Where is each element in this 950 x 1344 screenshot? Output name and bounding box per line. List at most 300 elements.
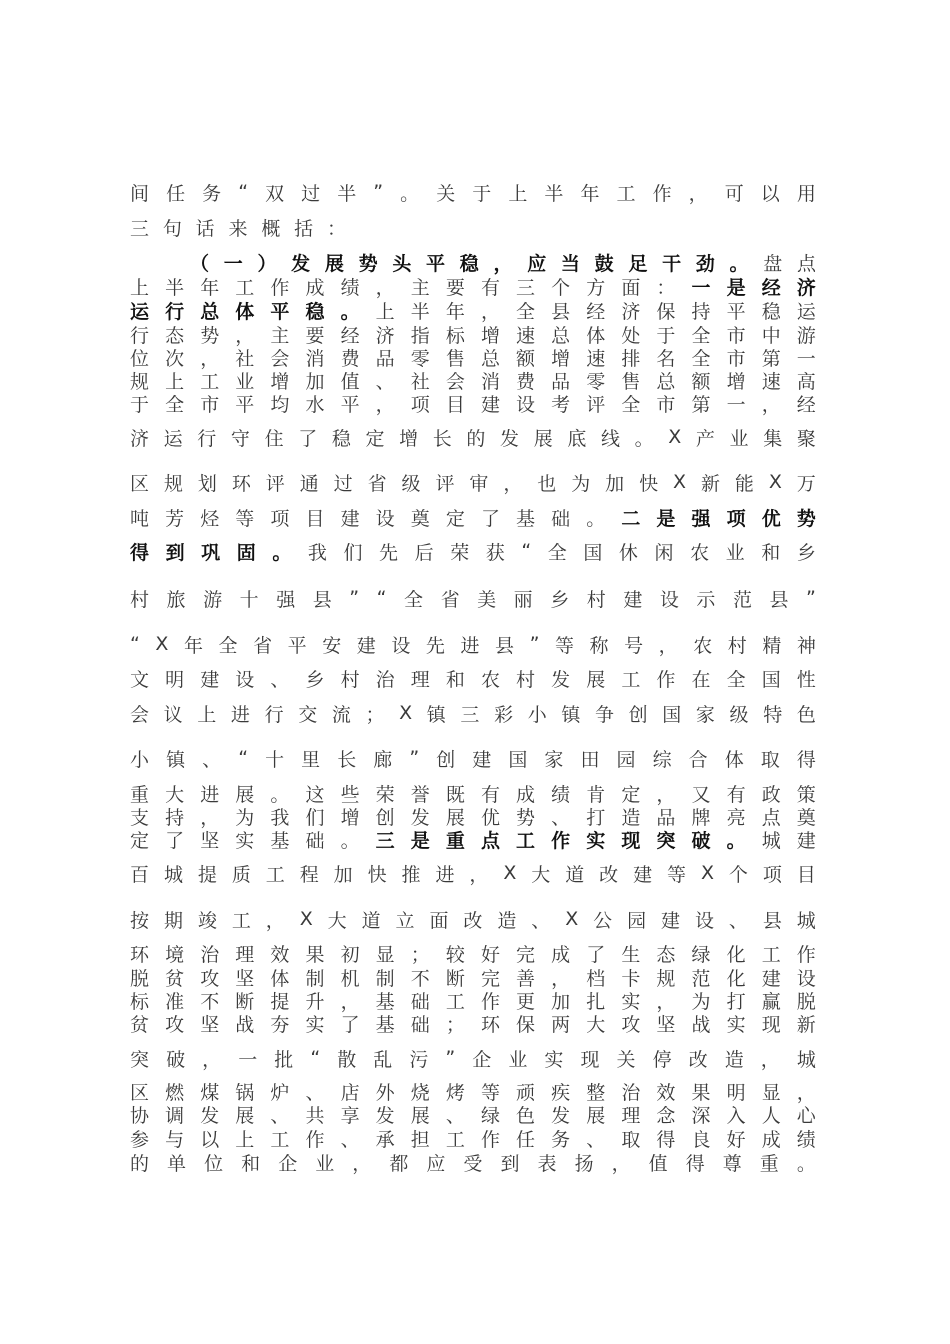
text-line — [130, 422, 816, 452]
text-char: 绩 — [340, 276, 360, 299]
text-char: 展 — [410, 1104, 430, 1127]
text-char: 全 — [516, 300, 536, 323]
text-char: 上 — [197, 703, 217, 726]
text-char: 奠 — [410, 507, 430, 530]
text-char: 取 — [621, 1128, 641, 1151]
text-char: 面 — [621, 276, 641, 299]
text-char: 立 — [395, 909, 415, 932]
text-char: 坚 — [656, 1013, 676, 1036]
text-char: 进 — [200, 783, 220, 806]
text-char: 取 — [760, 748, 780, 771]
text-char: 值 — [340, 370, 360, 393]
text-char: ， — [202, 1048, 222, 1071]
text-char: 实 — [726, 1013, 746, 1036]
bold-char: 作 — [551, 829, 571, 852]
text-line — [130, 858, 816, 888]
text-char: 能 — [734, 472, 754, 495]
bold-char: 突 — [656, 829, 676, 852]
text-char: 期 — [163, 909, 183, 932]
text-char: 百 — [130, 863, 150, 886]
text-char: 目 — [445, 393, 465, 416]
text-char: ， — [200, 806, 220, 829]
text-char: 经 — [586, 300, 606, 323]
text-char: X — [668, 426, 682, 448]
text-char: 位 — [204, 1152, 224, 1175]
text-char: ， — [375, 393, 395, 416]
text-char: 全 — [404, 588, 424, 611]
text-char: 考 — [551, 393, 571, 416]
text-char: 果 — [305, 943, 325, 966]
text-char: 家 — [695, 703, 715, 726]
bold-char: 是 — [656, 507, 676, 530]
text-char: 镇 — [426, 703, 446, 726]
text-char: 乡 — [550, 588, 570, 611]
bold-char: 。 — [340, 300, 360, 323]
text-char: 改 — [463, 909, 483, 932]
text-char: 烃 — [200, 507, 220, 530]
text-char: 制 — [305, 967, 325, 990]
text-char: 现 — [580, 1048, 600, 1071]
text-char: 丽 — [513, 588, 533, 611]
text-char: 了 — [586, 943, 606, 966]
text-char: 小 — [527, 703, 547, 726]
bold-char: 固 — [236, 541, 256, 564]
bold-char: 工 — [516, 829, 536, 852]
text-char: 加 — [605, 472, 625, 495]
text-char: 次 — [165, 347, 185, 370]
text-char: 造 — [724, 1048, 744, 1071]
text-char: 赢 — [761, 990, 781, 1013]
text-char: 荣 — [450, 541, 470, 564]
text-char: “ — [238, 181, 249, 203]
text-char: 省 — [440, 588, 460, 611]
text-char: 扎 — [586, 990, 606, 1013]
text-char: 完 — [480, 967, 500, 990]
text-char: 断 — [235, 990, 255, 1013]
text-char: 成 — [305, 276, 325, 299]
text-char: 县 — [495, 634, 515, 657]
text-char: 店 — [340, 1081, 360, 1104]
text-char: 顽 — [516, 1081, 536, 1104]
text-char: 和 — [241, 1152, 261, 1175]
text-char: 镇 — [166, 748, 186, 771]
text-char: 位 — [130, 347, 150, 370]
text-char: 尊 — [722, 1152, 742, 1175]
text-char: 过 — [301, 182, 321, 205]
text-char: “ — [521, 540, 532, 562]
text-char: 主 — [410, 276, 430, 299]
text-char: 会 — [270, 347, 290, 370]
text-char: 总 — [480, 347, 500, 370]
text-char: 于 — [130, 393, 150, 416]
text-char: 大 — [327, 909, 347, 932]
text-char: 全 — [165, 393, 185, 416]
text-char: 农 — [480, 668, 500, 691]
text-char: X — [673, 471, 687, 493]
text-char: 济 — [130, 427, 150, 450]
text-char: 通 — [299, 472, 319, 495]
text-char: 市 — [726, 324, 746, 347]
text-char: 的 — [466, 427, 486, 450]
text-char: 建 — [633, 863, 653, 886]
text-char: 新 — [700, 472, 720, 495]
text-char: 品 — [551, 370, 571, 393]
text-char: 。 — [796, 1152, 816, 1175]
text-char: 精 — [762, 634, 782, 657]
text-char: 持 — [691, 300, 711, 323]
bold-char: 一 — [223, 252, 243, 275]
text-char: 经 — [340, 324, 360, 347]
text-char: ； — [410, 943, 430, 966]
bold-char: 足 — [628, 252, 648, 275]
text-char: 、 — [270, 668, 290, 691]
text-char: 家 — [544, 748, 564, 771]
text-char: ， — [265, 909, 285, 932]
text-char: 审 — [469, 472, 489, 495]
text-char: 级 — [729, 703, 749, 726]
bold-char: 当 — [560, 252, 580, 275]
text-char: 担 — [410, 1128, 430, 1151]
text-char: 要 — [305, 324, 325, 347]
text-char: 年 — [445, 300, 465, 323]
text-char: 国 — [761, 668, 781, 691]
text-char: 工 — [445, 990, 465, 1013]
text-char: 造 — [621, 806, 641, 829]
text-char: 上 — [235, 1128, 255, 1151]
text-char: 值 — [648, 1152, 668, 1175]
text-char: 增 — [551, 347, 571, 370]
bold-char: ， — [493, 252, 513, 275]
text-char: 建 — [623, 588, 643, 611]
text-char: 速 — [586, 347, 606, 370]
text-char: 等 — [667, 863, 687, 886]
text-char: ， — [551, 967, 571, 990]
text-char: 城 — [761, 829, 781, 852]
text-char: 绿 — [480, 1104, 500, 1127]
text-char: 重 — [759, 1152, 779, 1175]
text-char: 色 — [516, 1104, 536, 1127]
text-char: 区 — [130, 1081, 150, 1104]
text-char: ， — [235, 324, 255, 347]
text-char: 企 — [472, 1048, 492, 1071]
text-char: 进 — [230, 703, 250, 726]
text-char: 煤 — [200, 1081, 220, 1104]
text-char: 双 — [265, 182, 285, 205]
text-char: 会 — [130, 703, 150, 726]
text-char: 既 — [445, 783, 465, 806]
text-char: 奠 — [796, 806, 816, 829]
bold-char: 二 — [621, 507, 641, 530]
text-char: 、 — [445, 1104, 465, 1127]
text-char: 理 — [410, 668, 430, 691]
bold-char: 得 — [130, 541, 150, 564]
text-char: 进 — [460, 634, 480, 657]
text-char: 名 — [656, 347, 676, 370]
text-char: 业 — [315, 1152, 335, 1175]
text-line — [130, 583, 816, 613]
text-char: 我 — [307, 541, 327, 564]
text-char: 盘 — [763, 252, 783, 275]
text-char: 程 — [299, 863, 319, 886]
text-char: 实 — [621, 990, 641, 1013]
text-char: 闲 — [654, 541, 674, 564]
text-char: ， — [480, 300, 500, 323]
bold-char: 。 — [272, 541, 292, 564]
text-char: 上 — [508, 182, 528, 205]
text-char: 均 — [270, 393, 290, 416]
text-char: 誉 — [410, 783, 430, 806]
text-char: 会 — [445, 370, 465, 393]
text-char: 展 — [445, 806, 465, 829]
text-char: 年 — [580, 182, 600, 205]
text-char: 流 — [331, 703, 351, 726]
text-char: 售 — [621, 370, 641, 393]
text-char: 绩 — [796, 1128, 816, 1151]
bold-char: 经 — [761, 276, 781, 299]
text-char: 这 — [305, 783, 325, 806]
text-char: X — [700, 862, 714, 884]
text-char: 机 — [340, 967, 360, 990]
text-char: 设 — [659, 588, 679, 611]
text-char: 有 — [480, 276, 500, 299]
text-line — [130, 212, 346, 242]
text-char: 些 — [340, 783, 360, 806]
text-line — [130, 629, 816, 659]
text-char: 按 — [130, 909, 150, 932]
bold-char: 应 — [527, 252, 547, 275]
text-char: 要 — [445, 276, 465, 299]
text-char: 创 — [375, 806, 395, 829]
bold-char: 破 — [691, 829, 711, 852]
text-char: 发 — [500, 427, 520, 450]
text-char: 县 — [551, 300, 571, 323]
text-char: 全 — [691, 324, 711, 347]
text-char: 点 — [761, 806, 781, 829]
text-char: 等 — [480, 1081, 500, 1104]
text-char: 体 — [586, 324, 606, 347]
text-char: 优 — [480, 806, 500, 829]
text-char: 济 — [375, 324, 395, 347]
text-char: 升 — [305, 990, 325, 1013]
text-char: 单 — [167, 1152, 187, 1175]
text-char: 整 — [586, 1081, 606, 1104]
text-char: 先 — [379, 541, 399, 564]
text-char: 创 — [628, 703, 648, 726]
text-char: 心 — [796, 1104, 816, 1127]
text-char: ； — [365, 703, 385, 726]
text-char: 攻 — [200, 967, 220, 990]
text-char: 省 — [367, 472, 387, 495]
text-char: 停 — [652, 1048, 672, 1071]
text-char: “ — [310, 1047, 321, 1069]
text-char: 额 — [516, 347, 536, 370]
text-char: 上 — [130, 276, 150, 299]
text-char: 城 — [163, 863, 183, 886]
text-char: 半 — [544, 182, 564, 205]
text-char: 零 — [586, 370, 606, 393]
text-char: 万 — [796, 472, 816, 495]
text-char: 。 — [586, 507, 606, 530]
bold-char: 稳 — [305, 300, 325, 323]
text-char: 济 — [621, 300, 641, 323]
text-char: 大 — [586, 1013, 606, 1036]
text-char: 成 — [551, 943, 571, 966]
text-line — [130, 663, 816, 693]
text-char: 、 — [375, 370, 395, 393]
text-char: 绩 — [551, 783, 571, 806]
text-char: ， — [469, 863, 489, 886]
text-char: 增 — [340, 806, 360, 829]
text-char: 建 — [796, 829, 816, 852]
text-char: 规 — [656, 967, 676, 990]
text-char: 线 — [600, 427, 620, 450]
text-line — [130, 698, 816, 728]
text-char: ， — [611, 1152, 631, 1175]
text-char: 础 — [410, 990, 430, 1013]
text-char: 上 — [165, 370, 185, 393]
text-char: X — [155, 633, 169, 655]
text-char: 目 — [305, 507, 325, 530]
text-char: 环 — [130, 943, 150, 966]
text-char: 行 — [264, 703, 284, 726]
text-char: 攻 — [165, 1013, 185, 1036]
text-char: 攻 — [621, 1013, 641, 1036]
bold-char: 三 — [375, 829, 395, 852]
text-char: 增 — [480, 324, 500, 347]
text-char: ， — [375, 276, 395, 299]
text-char: 乡 — [796, 541, 816, 564]
text-line — [130, 1147, 816, 1177]
text-char: 廊 — [373, 748, 393, 771]
text-char: 定 — [621, 783, 641, 806]
text-char: 脱 — [796, 990, 816, 1013]
text-char: 上 — [375, 300, 395, 323]
text-char: 两 — [551, 1013, 571, 1036]
text-char: 、 — [531, 909, 551, 932]
text-char: 守 — [230, 427, 250, 450]
bold-char: 总 — [200, 300, 220, 323]
text-char: 制 — [375, 967, 395, 990]
text-char: 城 — [796, 909, 816, 932]
text-char: ， — [656, 783, 676, 806]
text-char: 议 — [163, 703, 183, 726]
text-char: 村 — [130, 588, 150, 611]
text-char: 三 — [460, 703, 480, 726]
text-char: 不 — [410, 967, 430, 990]
text-char: 划 — [197, 472, 217, 495]
text-char: 项 — [270, 507, 290, 530]
text-char: 绿 — [691, 943, 711, 966]
text-char: 增 — [270, 370, 290, 393]
text-char: 破 — [166, 1048, 186, 1071]
text-char: 稳 — [331, 427, 351, 450]
text-char: 村 — [727, 634, 747, 657]
text-char: 治 — [621, 1081, 641, 1104]
text-char: 平 — [726, 300, 746, 323]
text-char: 成 — [761, 1128, 781, 1151]
text-char: 后 — [414, 541, 434, 564]
bold-char: 平 — [426, 252, 446, 275]
text-char: 中 — [761, 324, 781, 347]
text-char: 调 — [165, 1104, 185, 1127]
text-char: 势 — [516, 806, 536, 829]
text-char: ， — [656, 990, 676, 1013]
text-char: 础 — [410, 1013, 430, 1036]
text-char: 等 — [554, 634, 574, 657]
bold-char: 实 — [586, 829, 606, 852]
text-char: 标 — [445, 324, 465, 347]
text-char: 亮 — [726, 806, 746, 829]
text-char: 保 — [656, 300, 676, 323]
text-char: 游 — [203, 588, 223, 611]
text-char: 道 — [565, 863, 585, 886]
text-char: 道 — [361, 909, 381, 932]
text-char: 良 — [691, 1128, 711, 1151]
text-char: 定 — [365, 427, 385, 450]
text-char: 有 — [480, 783, 500, 806]
text-char: 、 — [305, 1081, 325, 1104]
text-char: X — [299, 908, 313, 930]
text-char: 散 — [337, 1048, 357, 1071]
text-char: 明 — [165, 668, 185, 691]
text-char: 打 — [586, 806, 606, 829]
bold-char: 。 — [726, 829, 746, 852]
bold-char: 一 — [691, 276, 711, 299]
text-char: ， — [688, 182, 708, 205]
text-char: 句 — [162, 217, 182, 240]
text-char: 改 — [688, 1048, 708, 1071]
text-char: 工 — [270, 1128, 290, 1151]
text-char: 县 — [769, 588, 789, 611]
text-char: 、 — [586, 1128, 606, 1151]
text-char: 范 — [691, 967, 711, 990]
text-char: 了 — [298, 427, 318, 450]
text-char: 发 — [551, 668, 571, 691]
text-char: 级 — [401, 472, 421, 495]
text-char: ， — [340, 990, 360, 1013]
text-line — [130, 904, 816, 934]
bold-char: 重 — [445, 829, 465, 852]
text-char: 村 — [340, 668, 360, 691]
text-line — [130, 467, 816, 497]
text-char: ， — [200, 347, 220, 370]
text-char: 保 — [516, 1013, 536, 1036]
text-char: 荣 — [375, 783, 395, 806]
text-char: 了 — [165, 829, 185, 852]
text-char: 、 — [551, 806, 571, 829]
text-char: 概 — [261, 217, 281, 240]
text-char: 展 — [533, 427, 553, 450]
text-char: 品 — [656, 806, 676, 829]
bold-char: 。 — [729, 252, 749, 275]
text-char: 方 — [586, 276, 606, 299]
text-char: 我 — [270, 806, 290, 829]
text-char: ， — [352, 1152, 372, 1175]
text-char: “ — [130, 633, 140, 655]
text-char: 牌 — [691, 806, 711, 829]
text-char: 合 — [688, 748, 708, 771]
text-char: 推 — [401, 863, 421, 886]
text-char: 个 — [551, 276, 571, 299]
text-char: 半 — [165, 276, 185, 299]
text-char: ” — [349, 587, 360, 609]
text-char: 工 — [200, 370, 220, 393]
text-char: 不 — [200, 990, 220, 1013]
text-char: 作 — [796, 943, 816, 966]
text-char: 面 — [429, 909, 449, 932]
text-char: 效 — [270, 943, 290, 966]
text-char: 评 — [435, 472, 455, 495]
